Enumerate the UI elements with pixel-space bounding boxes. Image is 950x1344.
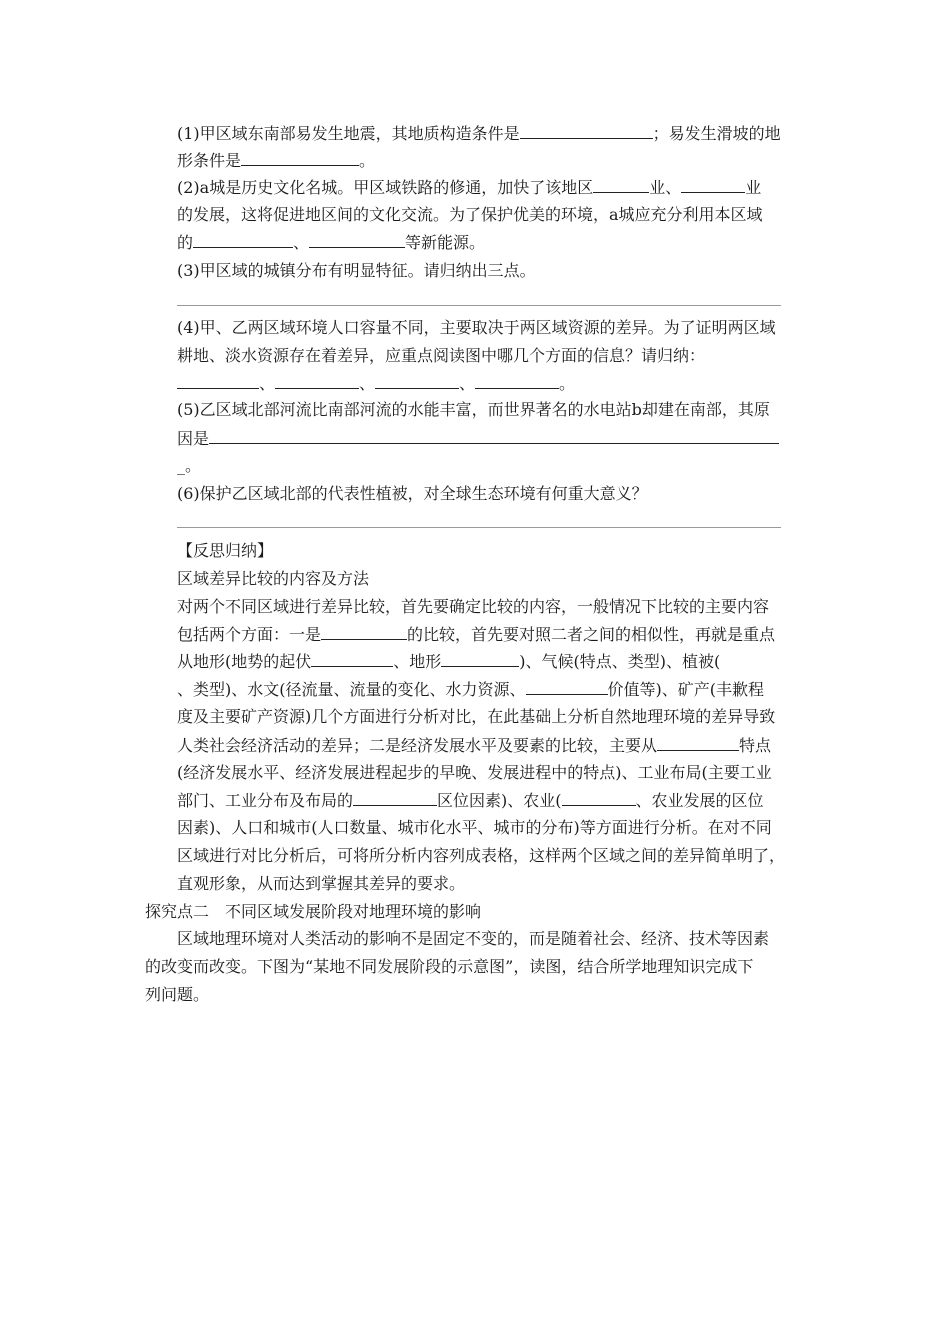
reflect-line-2	[177, 597, 769, 617]
question-3-line	[177, 261, 536, 281]
answer-blank[interactable]	[520, 123, 653, 139]
question-5-text: 因是	[177, 429, 210, 448]
question-2-text-cont: 等新能源。	[405, 233, 486, 252]
reflect-text: 、类型)、水文(径流量、流量的变化、水力资源、	[177, 680, 526, 699]
question-5-line-2	[177, 428, 779, 449]
answer-blank[interactable]	[657, 735, 739, 751]
question-2-text-cont: 业	[745, 178, 762, 197]
question-5-text: (5)乙区域北部河流比南部河流的水能丰富，而世界著名的水电站b却建在南部，其原	[177, 400, 770, 419]
reflect-line-6	[177, 707, 775, 727]
separator: 、	[359, 374, 376, 393]
question-1-line-2	[177, 150, 375, 171]
reflect-heading	[177, 541, 273, 561]
question-2-text: (2)a城是历史文化名城。甲区域铁路的修通，加快了该地区	[177, 178, 594, 197]
answer-blank[interactable]	[209, 428, 779, 444]
reflect-line-1	[177, 569, 369, 589]
reflect-text: 部门、工业分布及布局的	[177, 791, 354, 810]
answer-line[interactable]	[177, 305, 781, 306]
reflect-line-9	[177, 790, 764, 811]
question-5-line-3	[177, 456, 201, 476]
reflect-text-cont: )、气候(特点、类型)、植被(	[519, 652, 721, 671]
reflect-text-cont: 特点	[739, 736, 772, 755]
section-2-line-3	[145, 985, 209, 1005]
section-2-line-1	[177, 929, 769, 949]
separator: 、	[293, 233, 310, 252]
reflect-line-5	[177, 679, 764, 700]
section-2-text: 的改变而改变。下图为“某地不同发展阶段的示意图”，读图，结合所学地理知识完成下	[145, 957, 754, 976]
answer-blank[interactable]	[309, 232, 405, 248]
reflect-text-cont: 的比较，首先要对照二者之间的相似性，再就是重点	[407, 625, 776, 644]
question-1-line-1	[177, 123, 781, 144]
reflect-line-11	[177, 846, 785, 866]
reflect-line-8	[177, 763, 772, 783]
reflect-text: 直观形象，从而达到掌握其差异的要求。	[177, 874, 466, 893]
reflect-title: 【反思归纳】	[177, 541, 274, 560]
reflect-line-12	[177, 874, 465, 894]
reflect-text: 对两个不同区域进行差异比较，首先要确定比较的内容，一般情况下比较的主要内容	[177, 597, 770, 616]
question-4-text: (4)甲、乙两区域环境人口容量不同，主要取决于两区域资源的差异。为了证明两区域	[177, 318, 776, 337]
question-3-text: (3)甲区域的城镇分布有明显特征。请归纳出三点。	[177, 261, 536, 280]
section-2-heading	[145, 902, 481, 922]
answer-blank[interactable]	[177, 373, 259, 389]
question-6-line	[177, 484, 648, 504]
section-2-text: 区域地理环境对人类活动的影响不是固定不变的，而是随着社会、经济、技术等因素	[177, 929, 770, 948]
reflect-text-cont: 、地形	[393, 652, 442, 671]
reflect-subtitle: 区域差异比较的内容及方法	[177, 569, 370, 588]
answer-blank[interactable]	[275, 373, 359, 389]
reflect-text-cont: 、农业发展的区位	[635, 791, 764, 810]
reflect-text: 从地形(地势的起伏	[177, 652, 312, 671]
reflect-text: 区域进行对比分析后，可将所分析内容列成表格，这样两个区域之间的差异简单明了，	[177, 846, 786, 865]
answer-blank[interactable]	[526, 679, 608, 695]
answer-blank[interactable]	[593, 177, 649, 193]
reflect-text: 包括两个方面：一是	[177, 625, 322, 644]
question-5-line-1	[177, 400, 770, 420]
reflect-text: (经济发展水平、经济发展进程起步的早晚、发展进程中的特点)、工业布局(主要工业	[177, 763, 772, 782]
reflect-text-cont: 区位因素)、农业(	[437, 791, 562, 810]
answer-blank[interactable]	[193, 232, 293, 248]
question-2-text: 的发展，这将促进地区间的文化交流。为了保护优美的环境，a城应充分利用本区域	[177, 205, 763, 224]
section-2-title: 探究点二 不同区域发展阶段对地理环境的影响	[145, 902, 482, 921]
answer-blank[interactable]	[321, 624, 407, 640]
answer-blank[interactable]	[241, 150, 359, 166]
question-2-text-cont: 业、	[649, 178, 682, 197]
answer-line[interactable]	[177, 527, 781, 528]
question-4-line-2	[177, 346, 705, 366]
separator: 、	[259, 374, 276, 393]
reflect-line-4	[177, 651, 720, 672]
reflect-line-7	[177, 735, 771, 756]
answer-blank[interactable]	[353, 790, 437, 806]
question-2-line-2	[177, 205, 763, 225]
answer-blank[interactable]	[681, 177, 745, 193]
question-4-line-3	[177, 373, 575, 394]
section-2-text: 列问题。	[145, 985, 210, 1004]
question-1-text: (1)甲区域东南部易发生地震，其地质构造条件是	[177, 124, 520, 143]
reflect-line-10	[177, 818, 772, 838]
question-2-text: 的	[177, 233, 194, 252]
reflect-text: 人类社会经济活动的差异；二是经济发展水平及要素的比较，主要从	[177, 736, 658, 755]
reflect-line-3	[177, 624, 775, 645]
answer-blank[interactable]	[475, 373, 559, 389]
section-2-line-2	[145, 957, 753, 977]
question-1-text: 形条件是	[177, 151, 242, 170]
question-4-line-1	[177, 318, 776, 338]
answer-blank[interactable]	[375, 373, 459, 389]
answer-blank[interactable]	[441, 651, 519, 667]
reflect-text-cont: 价值等)、矿产(丰歉程	[607, 680, 764, 699]
question-1-end: 。	[359, 151, 376, 170]
question-2-line-3	[177, 232, 485, 253]
question-4-text: 耕地、淡水资源存在着差异，应重点阅读图中哪几个方面的信息？请归纳：	[177, 346, 706, 365]
reflect-text: 因素)、人口和城市(人口数量、城市化水平、城市的分布)等方面进行分析。在对不同	[177, 818, 772, 837]
question-6-text: (6)保护乙区域北部的代表性植被，对全球生态环境有何重大意义？	[177, 484, 648, 503]
question-4-end: 。	[559, 374, 576, 393]
answer-blank[interactable]	[562, 790, 636, 806]
reflect-text: 度及主要矿产资源)几个方面进行分析对比，在此基础上分析自然地理环境的差异导致	[177, 707, 776, 726]
question-5-end: _。	[177, 456, 202, 475]
separator: 、	[459, 374, 476, 393]
question-2-line-1	[177, 177, 761, 198]
answer-blank[interactable]	[311, 651, 393, 667]
question-1-text-cont: ；易发生滑坡的地	[652, 124, 781, 143]
